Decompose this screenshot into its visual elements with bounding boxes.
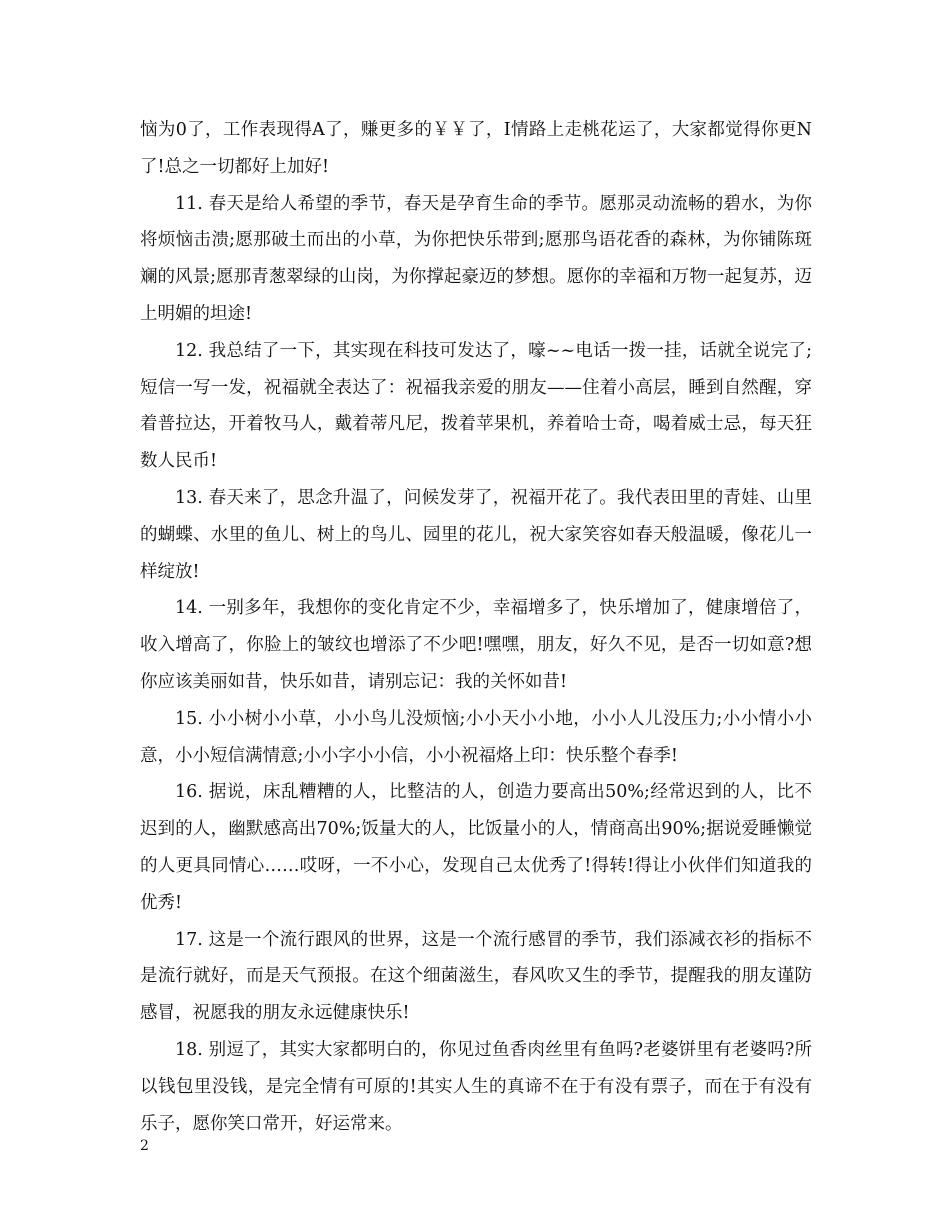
paragraph-item-13: 13. 春天来了，思念升温了，问候发芽了，祝福开花了。我代表田里的青娃、山里的蝴蝶、水里的鱼儿、树上的鸟儿、园里的花儿，祝大家笑容如春天般温暖，像花儿一样绽放!: [140, 487, 812, 582]
document-body: [140, 112, 812, 1142]
paragraph-item-12: 12. 我总结了一下，其实现在科技可发达了，嚎~~电话一拨一挂，话就全说完了;短信一写一发，祝福就全表达了：祝福我亲爱的朋友——住着小高层，睡到自然醒，穿着普拉达，开着牧马人，戴着蒂凡尼，拨着苹果机，养着哈士奇，喝着威士忌，每天狂数人民币!: [140, 340, 812, 472]
paragraph-item-16: 16. 据说，床乱糟糟的人，比整洁的人，创造力要高出50%;经常迟到的人，比不迟到的人，幽默感高出70%;饭量大的人，比饭量小的人，情商高出90%;据说爱睡懒觉的人更具同情心……哎呀，一不小心，发现自己太优秀了!得转!得让小伙伴们知道我的优秀!: [140, 782, 812, 913]
paragraph-continuation: 恼为0了，工作表现得A了，赚更多的￥￥了，I情路上走桃花运了，大家都觉得你更N了!总之一切都好上加好!: [140, 120, 812, 177]
paragraph-item-18: 18. 别逗了，其实大家都明白的，你见过鱼香肉丝里有鱼吗?老婆饼里有老婆吗?所以钱包里没钱，是完全情有可原的!其实人生的真谛不在于有没有票子，而在于有没有乐子，愿你笑口常开，好运常来。: [140, 1039, 812, 1134]
paragraph-item-17: 17. 这是一个流行跟风的世界，这是一个流行感冒的季节，我们添减衣衫的指标不是流行就好，而是天气预报。在这个细菌滋生，春风吹又生的季节，提醒我的朋友谨防感冒，祝愿我的朋友永远健康快乐!: [140, 929, 812, 1024]
paragraph-item-14: 14. 一别多年，我想你的变化肯定不少，幸福增多了，快乐增加了，健康增倍了，收入增高了，你脸上的皱纹也增添了不少吧!嘿嘿，朋友，好久不见，是否一切如意?想你应该美丽如昔，快乐如昔，请别忘记：我的关怀如昔!: [140, 598, 812, 692]
page-number: 2: [140, 1138, 149, 1154]
paragraph-item-11: 11. 春天是给人希望的季节，春天是孕育生命的季节。愿那灵动流畅的碧水，为你将烦恼击溃;愿那破土而出的小草，为你把快乐带到;愿那鸟语花香的森林，为你铺陈斑斓的风景;愿那青葱翠绿的山岗，为你撑起豪迈的梦想。愿你的幸福和万物一起复苏，迈上明媚的坦途!: [140, 193, 812, 324]
paragraph-item-15: 15. 小小树小小草，小小鸟儿没烦恼;小小天小小地，小小人儿没压力;小小情小小意，小小短信满情意;小小字小小信，小小祝福烙上印：快乐整个春季!: [140, 708, 812, 766]
